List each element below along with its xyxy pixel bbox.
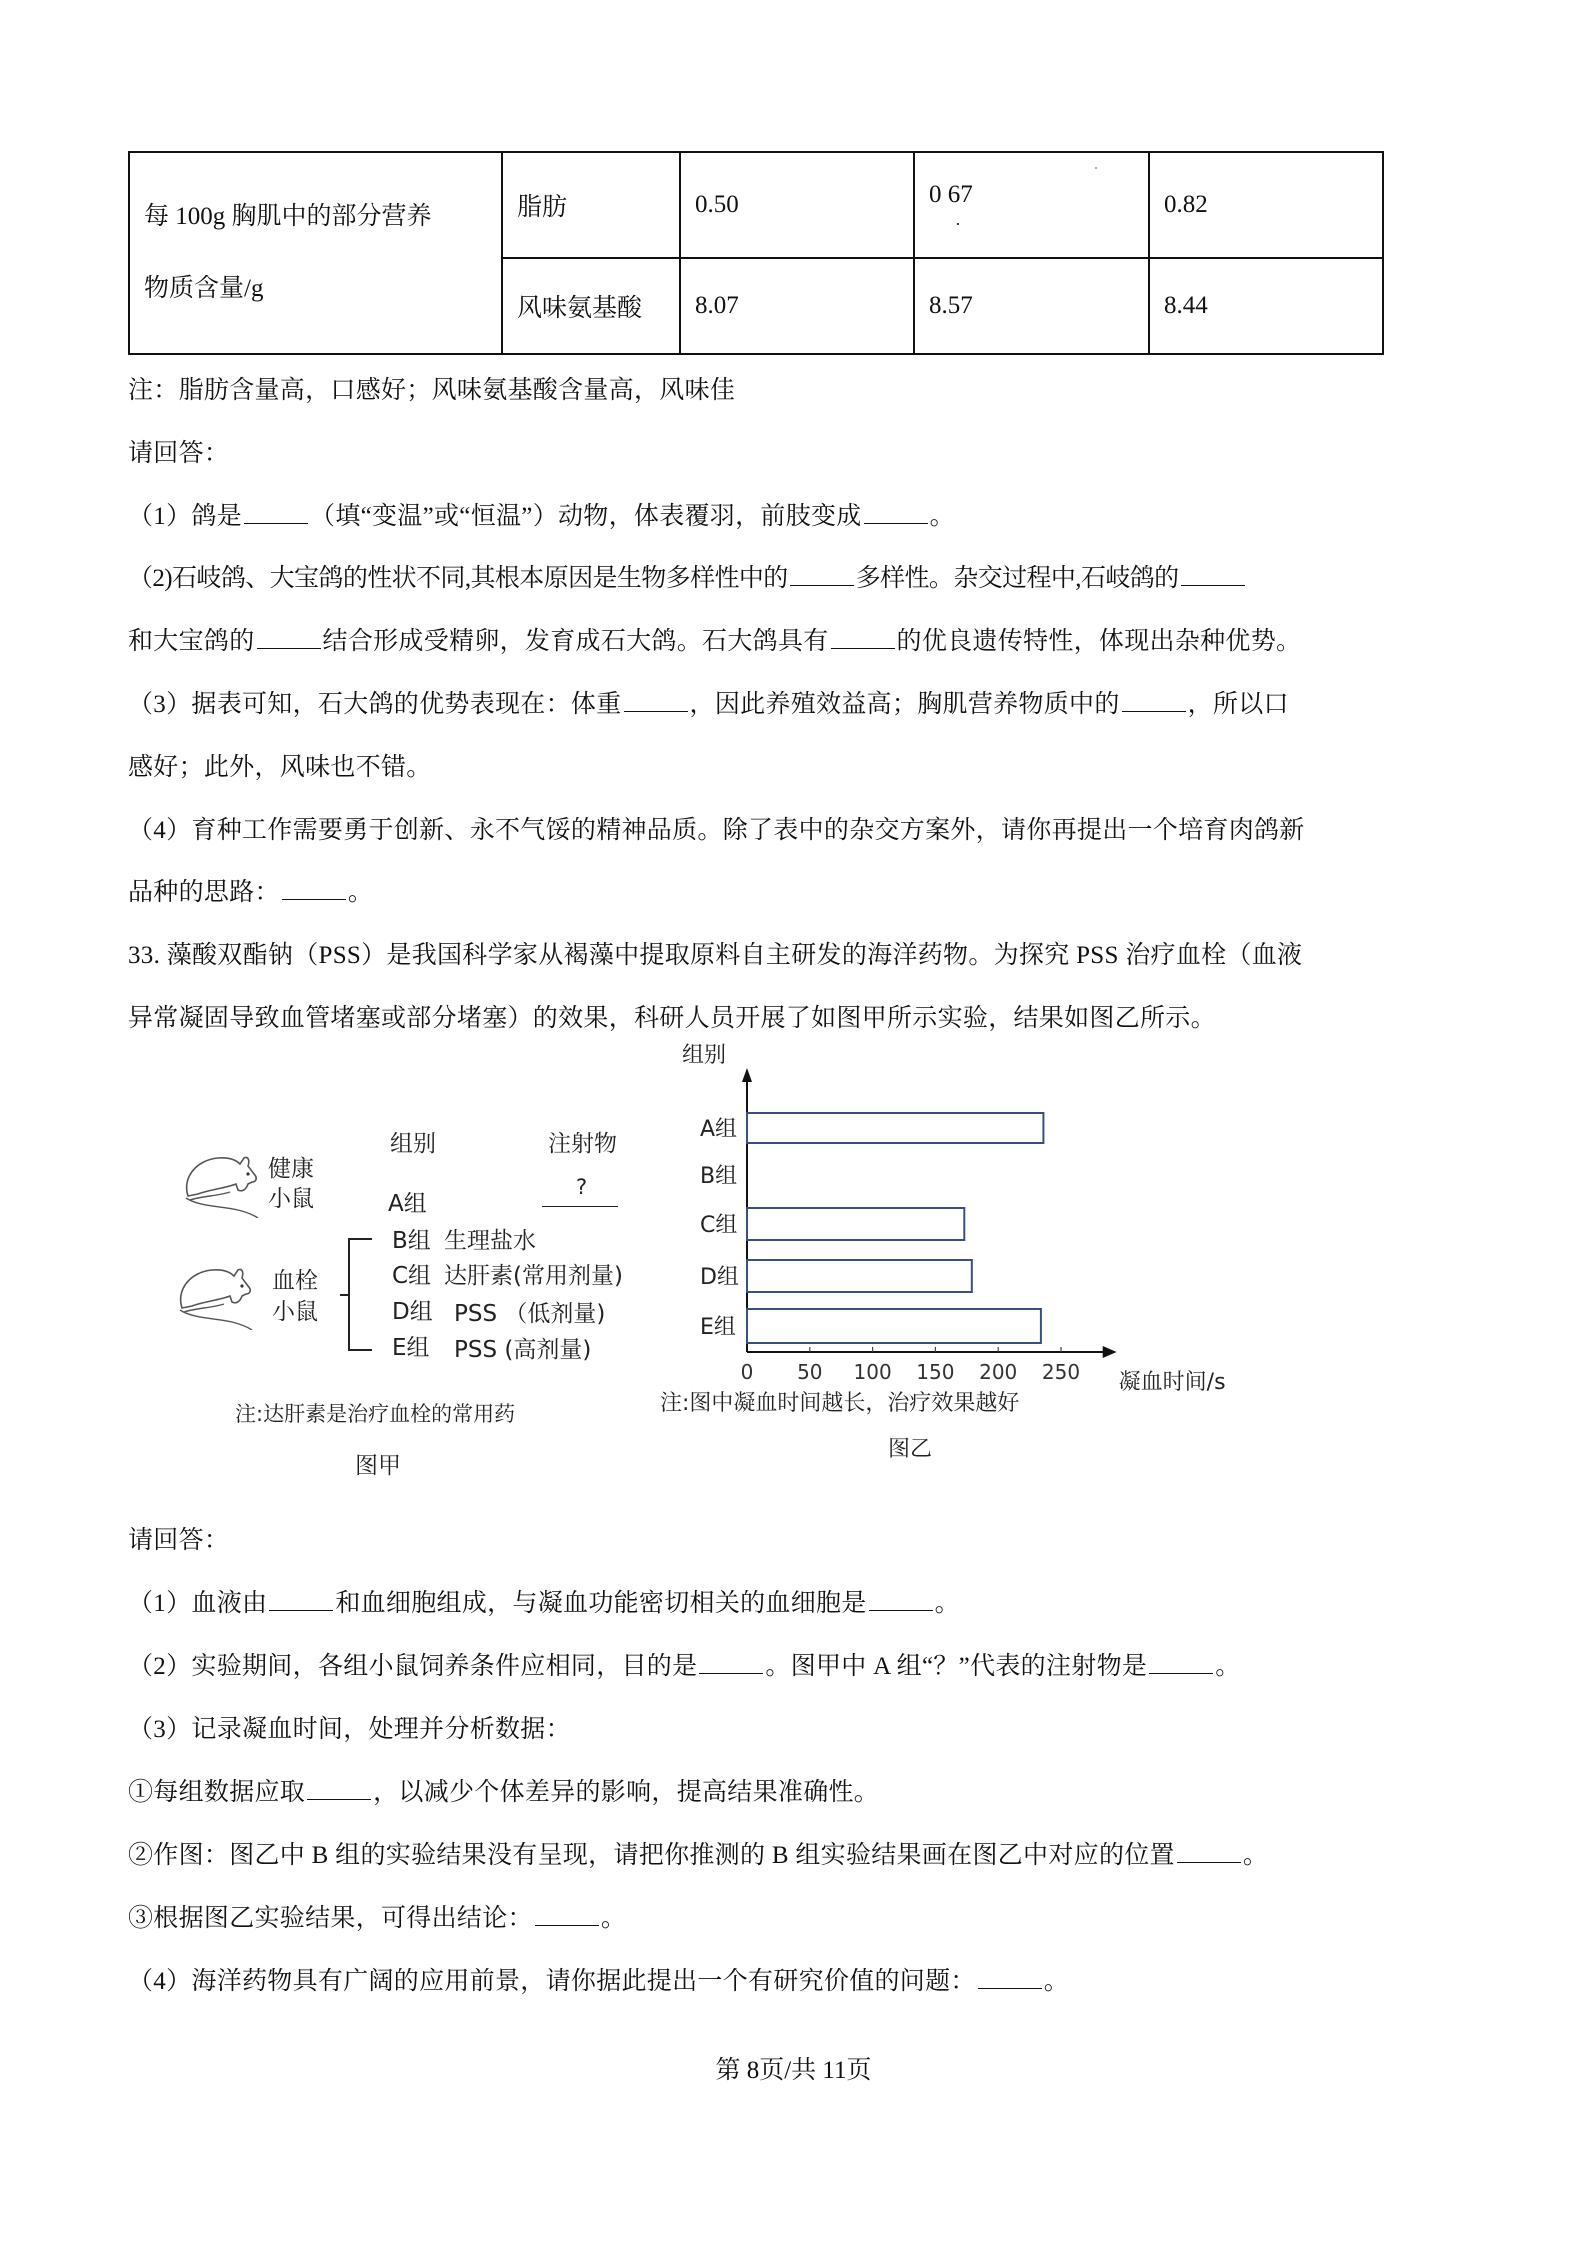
q32-part2-line2: 和大宝鸽的 结合形成受精卵，发育成石大鸽。石大鸽具有 的优良遗传特性，体现出杂种优势。	[128, 628, 1302, 655]
stray-dot	[1095, 167, 1097, 169]
answer-line	[542, 1206, 618, 1207]
figure-a-caption: 图甲	[355, 1453, 401, 1479]
q33-part3-2: ②作图：图乙中 B 组的实验结果没有呈现，请把你推测的 B 组实验结果画在图乙中对应的位置 。	[128, 1842, 1269, 1869]
value-cell: 8.07	[680, 258, 914, 354]
bar-C组	[747, 1208, 964, 1240]
answer-blank[interactable]	[257, 647, 321, 649]
value-cell	[914, 152, 1149, 258]
q33-part1: （1）血液由 和血细胞组成，与凝血功能密切相关的血细胞是 。	[128, 1590, 960, 1617]
value-cell: 8.57	[914, 258, 1149, 354]
q32-part1: （1）鸽是 （填“变温”或“恒温”）动物，体表覆羽，前肢变成 。	[128, 503, 955, 530]
figure-a-note: 注:达肝素是治疗血栓的常用药	[235, 1402, 516, 1426]
category-label: A组	[700, 1117, 738, 1142]
y-axis-label: 组别	[682, 1043, 727, 1068]
table-row	[129, 152, 1383, 258]
q32-part4-line1: （4）育种工作需要勇于创新、永不气馁的精神品质。除了表中的杂交方案外，请你再提出一个培育肉鸽新	[128, 817, 1305, 844]
bar-E组	[747, 1309, 1041, 1343]
x-axis-arrow	[1103, 1346, 1117, 1358]
category-label: D组	[700, 1265, 739, 1290]
unknown-injection: ?	[576, 1175, 588, 1199]
row-label-line-2: 物质含量/g	[144, 275, 264, 302]
answer-blank[interactable]	[1149, 1672, 1213, 1674]
stray-dot	[957, 223, 959, 225]
injection-c: 达肝素(常用剂量)	[444, 1263, 623, 1289]
q33-intro-line1: 33. 藻酸双酯钠（PSS）是我国科学家从褐藻中提取原料自主研发的海洋药物。为探究 PSS 治疗血栓（血液	[128, 942, 1303, 969]
x-tick-label: 200	[979, 1360, 1018, 1384]
x-tick-label: 50	[797, 1360, 823, 1384]
answer-blank[interactable]	[1177, 1861, 1241, 1863]
answer-prompt: 请回答：	[128, 1527, 230, 1554]
healthy-mouse-label-2: 小鼠	[268, 1186, 314, 1212]
nutrient-name-cell: 脂肪	[502, 152, 680, 258]
x-tick-label: 150	[916, 1360, 955, 1384]
category-label: E组	[700, 1315, 736, 1340]
answer-blank[interactable]	[831, 647, 895, 649]
thrombus-mouse-label-1: 血栓	[272, 1268, 318, 1294]
table-note: 注：脂肪含量高，口感好；风味氨基酸含量高，风味佳	[128, 377, 736, 404]
answer-blank[interactable]	[978, 1987, 1042, 1989]
column-header-injection: 注射物	[548, 1131, 617, 1157]
answer-blank[interactable]	[282, 898, 346, 900]
group-label-a: A组	[388, 1191, 427, 1217]
answer-blank[interactable]	[699, 1672, 763, 1674]
q32-part3-line2: 感好；此外，风味也不错。	[128, 754, 432, 781]
x-tick-label: 100	[853, 1360, 892, 1384]
group-label-d: D组	[392, 1299, 433, 1325]
category-label: B组	[700, 1164, 738, 1189]
value-cell: 8.44	[1149, 258, 1383, 354]
value-text: 0 67	[929, 181, 973, 208]
q33-part4: （4）海洋药物具有广阔的应用前景，请你据此提出一个有研究价值的问题： 。	[128, 1968, 1070, 1995]
category-label: C组	[700, 1213, 738, 1238]
answer-blank[interactable]	[1181, 584, 1245, 586]
x-tick-label: 250	[1041, 1360, 1081, 1384]
answer-blank[interactable]	[864, 522, 928, 524]
bracket-line	[348, 1349, 372, 1351]
chart-caption: 图乙	[888, 1437, 933, 1462]
bracket-line	[348, 1238, 372, 1240]
nutrient-table	[128, 151, 1384, 355]
page-footer: 第 8页/共 11页	[715, 2057, 872, 2084]
thrombus-mouse-label-2: 小鼠	[272, 1299, 318, 1325]
chart-note: 注:图中凝血时间越长，治疗效果越好	[660, 1391, 1020, 1416]
row-label-cell	[129, 152, 502, 354]
group-label-e: E组	[392, 1335, 430, 1361]
bar-D组	[747, 1260, 972, 1292]
q32-part4-line2: 品种的思路： 。	[128, 879, 374, 906]
group-label-b: B组	[392, 1228, 431, 1254]
value-cell: 0.82	[1149, 152, 1383, 258]
injection-e: PSS (高剂量)	[454, 1337, 592, 1363]
mouse-icon	[178, 1148, 268, 1218]
q33-part2: （2）实验期间，各组小鼠饲养条件应相同，目的是 。图甲中 A 组“？”代表的注射物是 。	[128, 1653, 1241, 1680]
q33-part3-3: ③根据图乙实验结果，可得出结论： 。	[128, 1905, 627, 1932]
q33-part3-1: ①每组数据应取 ，以减少个体差异的影响，提高结果准确性。	[128, 1779, 880, 1806]
answer-prompt: 请回答：	[128, 440, 230, 467]
figure-b-chart	[660, 1040, 1260, 1500]
nutrient-name-cell: 风味氨基酸	[502, 258, 680, 354]
y-axis-arrow	[742, 1068, 752, 1082]
q33-part3: （3）记录凝血时间，处理并分析数据：	[128, 1716, 571, 1743]
answer-blank[interactable]	[790, 584, 854, 586]
mouse-icon	[172, 1260, 262, 1330]
bracket-line	[340, 1294, 349, 1296]
q32-part3-line1: （3）据表可知，石大鸽的优势表现在：体重 ，因此养殖效益高；胸肌营养物质中的 ，所以口	[128, 691, 1289, 718]
q33-intro-line2: 异常凝固导致血管堵塞或部分堵塞）的效果，科研人员开展了如图甲所示实验，结果如图乙所示。	[128, 1005, 1216, 1032]
answer-blank[interactable]	[269, 1609, 333, 1611]
column-header-group: 组别	[390, 1131, 436, 1157]
answer-blank[interactable]	[307, 1798, 371, 1800]
answer-blank[interactable]	[624, 710, 688, 712]
answer-blank[interactable]	[535, 1924, 599, 1926]
healthy-mouse-label-1: 健康	[268, 1156, 314, 1182]
q32-part2-line1: （2)石岐鸽、大宝鸽的性状不同,其根本原因是生物多样性中的 多样性。杂交过程中,石岐鸽的	[128, 558, 1247, 594]
row-label-line-1: 每 100g 胸肌中的部分营养	[144, 203, 432, 230]
value-cell: 0.50	[680, 152, 914, 258]
bar-A组	[747, 1113, 1043, 1143]
x-axis-label: 凝血时间/s	[1118, 1370, 1226, 1395]
group-label-c: C组	[392, 1263, 432, 1289]
x-tick-label: 0	[740, 1360, 754, 1384]
answer-blank[interactable]	[869, 1609, 933, 1611]
answer-blank[interactable]	[1122, 710, 1186, 712]
injection-b: 生理盐水	[444, 1228, 536, 1254]
answer-blank[interactable]	[244, 522, 308, 524]
injection-d: PSS （低剂量)	[454, 1301, 606, 1327]
